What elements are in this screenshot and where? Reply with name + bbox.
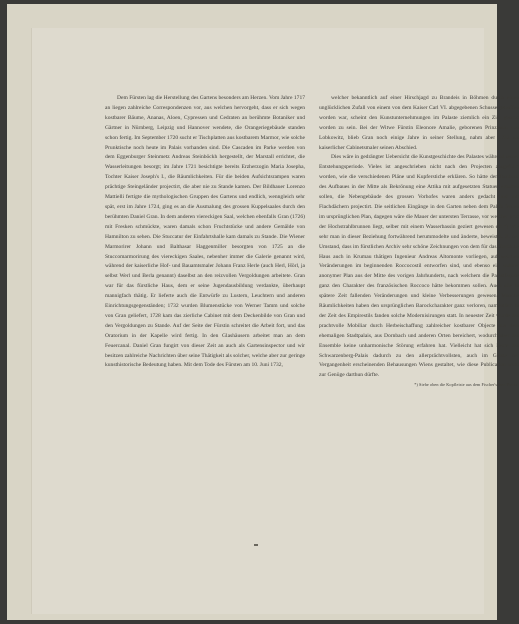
right-text-column [319, 94, 519, 388]
book-page [7, 4, 519, 620]
right-paragraph-2: Dies wäre in gedrängter Uebersicht die Kunstgeschichte des Palastes während seiner Entstehungsperiode. Vieles ist angeschrieben nicht nach den Projecten ausgeführt worden, wie die verschiedenen Pläne und Kupferstiche erklären. So hätte der Tambour des Aufbaues in der Mitte als Bekrönung eine Attika mit aufgesetzten Statuen erhalten sollen, die Nebengebäude des grossen Vorhofes waren anders gedacht und mit Flachdächern projectirt. Die seitlichen Eingänge in den Garten neben dem Palais fehlen im ursprünglichen Plan, dagegen wäre die Mauer der untersten Terrasse, vor welcher jetzt der Hochstrahlbrunnen liegt, selber mit einem Wasserbassin geziert gewesen etc.*) Wie sehr man in dieser Beziehung fortwährend herummodelte und änderte, beweist z. B. der Umstand, dass im fürstlichen Archiv sehr schöne Zeichnungen von dem für das fürstliche Haus auch in Krumau thätigen Ingenieur Andreas Altomonte vorliegen, auf welchen Veränderungen im beginnenden Roccocostil entworfen sind, und ebenso ein anderer anonymer Plan aus der Mitte des vorigen Jahrhunderts, nach welchem die Palastfaçade ganz den Charakter des französischen Roccoco hätte bekommen sollen. Auch alle in spätere Zeit fallenden Veränderungen und kleine Verbesserungen gewesen. Manche Räumlichkeiten haben den ursprünglichen Barockcharakter ganz verloren, namentlich in der Zeit des Empirestils fanden solche Modernisirungen statt. In neuester Zeit wurde das prachtvolle Mobiliar durch Herbeischaffung zahlreicher kostbarer Objecte aus dem ehemaligen Stadtpalais, aus Dornbach und anderen Orten bereichert, wodurch aber das Ensemble keine unharmonische Störung erfahren hat. Vielleicht hat sich heute das Schwarzenberg-Palais dadurch zu den allerprächtvollsten, auch im Geiste der Vergangenheit erscheinenden Behausungen Wiens gestaltet, wie diese Publication wohl zur Genüge darthun dürfte. [319, 154, 519, 379]
footnote: *) Siehe oben die Kopfleiste aus dem Fischer'schen Werke. [414, 382, 519, 388]
right-paragraph-1: welcher bekanntlich auf einer Hirschjagd zu Brandeis in Böhmen durch einen unglücklichen Zufall von einem von dem Kaiser Carl VI. abgegebenen Schusse getroffen worden war, scheint den Kunstunternehmungen im Palaste ziemlich ein Ziel gesetzt worden zu sein. Bei der Witwe Fürstin Eleonore Amalie, geborenen Prinzessin von Lobkowitz, blieb Gran noch einige Jahre in seiner Stellung, nahm aber 1733 als kaiserlicher Cabinetsmaler seinen Abschied. [319, 95, 519, 151]
page-number-mark [254, 544, 258, 546]
left-text-column [105, 94, 305, 371]
left-paragraph: Dem Fürsten lag die Herstellung des Gartens besonders am Herzen. Vom Jahre 1717 an liegen zahlreiche Correspondenzen vor, aus welchen hervorgeht, dass er sich wegen kostbarer Bäume, Ananas, Aloen, Cypressen und Cedraten an berühmte Botaniker und Gärtner in Nürnberg, Leipzig und Hannover wendete, die Orangeriegebäude standen schon fertig. Im September 1720 sucht er Tischplatten aus kostbarem Marmor, wie solche Prunktische noch heute im Palais vorhanden sind. Die Cascaden im Parke werden von dem Eggenburger Steinmetz Andreas Steinböckh hergestellt, der Marstall errichtet, die Wasserleitungen besorgt; im Jahre 1721 besichtigte bereits Erzherzogin Maria Josepha, Tochter Kaiser Joseph's I., die Räumlichkeiten. Für die beiden Aufsichtsrampen waren prächtige Steingeländer projectirt, die aber nie zu Stande kamen. Der Bildhauer Lorenzo Mattielli fertigte die mythologischen Gruppen des Gartens und endlich, wenngleich sehr spät, erst im Jahre 1724, ging es an die Ausmalung des grossen Kuppelsaales durch den berühmten Daniel Gran. In dem anderen viereckigen Saal, welchen ebenfalls Gran (1726) mit Fresken schmückte, waren damals schon Fruchtstücke und andere Gemälde von Hamnilton zu sehen. Die Stuccatur der Einfahrtshalle kam damals zu Stande. Die Wiener Marmorirer Johann und Balthasar Haggenmiller besorgten von 1725 an die Stuccomarmorirung des viereckigen Saales, nebenher immer die Galerie genannt wird, während der kaiserliche Hof- und Bauamtsmaler Johann Franz Herle (auch Herl, Hörl, ja selbst Werl und Berla genannt) daselbst an den reizvollen Vergoldungen arbeitete. Gran war für das fürstliche Haus, dem er seine Jugendausbildung verdankte, überhaupt mannigfach thätig. Er lieferte auch die Entwürfe zu Lustern, Leuchtern und anderen Einrichtungsgegenständen; 1732 wurden Blumenstücke von Werner Tamm und solche von Gran geliefert, 1728 kam das zierliche Cabinet mit dem Deckenbilde von Gran und den Vergoldungen zu Stande. Auf der Seite der Fürstin schreitet die Arbeit fort, und das Oratorium in der Kapelle wird fertig. In den Glashäusern arbeitet man an dem Feuercanal. Daniel Gran fungirt von dieser Zeit an auch als Gartensinspector und wir besitzen zahlreiche Nachrichten über seine Thätigkeit als solcher, welche aber zur geringe kunsthistorische Bedeutung haben. Mit dem Tode des Fürsten am 10. Juni 1732, [105, 95, 305, 369]
